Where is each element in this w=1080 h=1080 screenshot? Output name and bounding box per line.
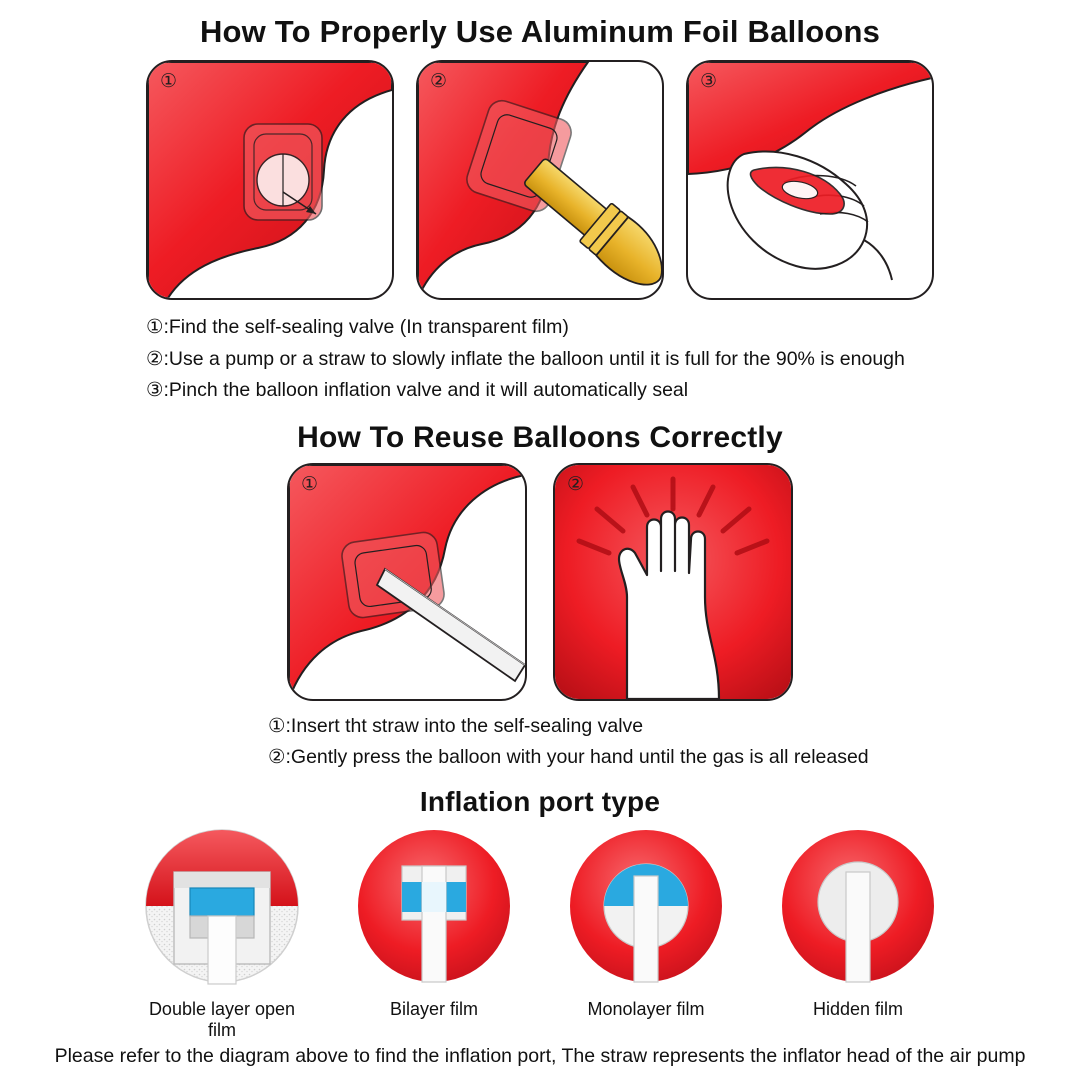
panel-straw-insert-diagram	[287, 463, 527, 701]
port-label-2: Bilayer film	[389, 998, 478, 1019]
port-label-1: Double layer open film	[148, 998, 296, 1040]
ports-footnote: Please refer to the diagram above to find the inflation port, The straw represents the inflator head of the air pump	[54, 1044, 1026, 1067]
port-label-4: Hidden film	[812, 998, 904, 1019]
section-title-ports: Inflation port type	[419, 785, 661, 817]
reuse-caption-2: ②:Gently press the balloon with your hand until the gas is all released	[268, 746, 869, 769]
inflate-captions	[146, 312, 1080, 407]
port-label-3: Monolayer film	[587, 998, 705, 1019]
panel-pump-diagram	[416, 60, 664, 300]
inflate-panel-row	[0, 60, 1080, 300]
panel-pinch-diagram	[686, 60, 934, 300]
section-title-inflate: How To Properly Use Aluminum Foil Balloons	[199, 14, 881, 49]
reuse-panel-row	[0, 463, 1080, 701]
panel-badge-1: ①	[160, 70, 178, 92]
panel-hand-press-diagram	[553, 463, 793, 701]
reuse-panel-badge-1: ①	[301, 472, 319, 495]
port-monolayer-film	[562, 828, 730, 1041]
port-double-layer-open-film	[138, 828, 306, 1041]
inflate-caption-1: ①:Find the self-sealing valve (In transparent film)	[146, 316, 569, 338]
panel-valve-diagram	[146, 60, 394, 300]
port-bilayer-film	[350, 828, 518, 1041]
panel-badge-2: ②	[430, 70, 448, 92]
reuse-captions	[268, 711, 1080, 774]
inflate-caption-3: ③:Pinch the balloon inflation valve and it will automatically seal	[146, 379, 689, 402]
panel-badge-3: ③	[700, 70, 718, 92]
reuse-panel-badge-2: ②	[567, 472, 585, 495]
inflation-port-row	[0, 828, 1080, 1041]
reuse-caption-1: ①:Insert tht straw into the self-sealing valve	[268, 714, 644, 737]
section-title-reuse: How To Reuse Balloons Correctly	[297, 420, 783, 454]
port-hidden-film	[774, 828, 942, 1041]
inflate-caption-2: ②:Use a pump or a straw to slowly inflate the balloon until it is full for the 90% is enough	[146, 347, 905, 370]
infographic-page	[0, 14, 1080, 1080]
